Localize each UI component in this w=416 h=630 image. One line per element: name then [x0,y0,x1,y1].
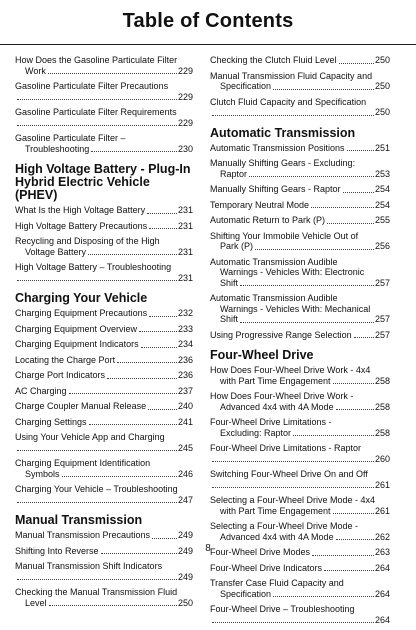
toc-section [210,55,390,118]
toc-section [15,163,193,283]
entry-title-line: Advanced 4x4 with 4A Mode [220,531,334,542]
toc-entry[interactable] [210,231,390,252]
toc-entry[interactable] [210,55,390,66]
toc-entry[interactable] [210,521,390,542]
page-ref: 250 [177,597,193,608]
dot-leader [333,383,374,384]
entry-last-line [210,169,390,180]
entry-last-line [210,107,390,118]
entry-title-line: Park (P) [220,241,254,251]
page-ref: 236 [177,370,193,380]
entry-last-line [15,469,193,480]
entry-last-line [210,428,390,439]
entry-last-line [15,386,193,397]
toc-entry[interactable] [15,432,193,453]
entry-title-line: Level [25,597,47,608]
entry-title-line: Switching Four-Wheel Drive On and Off [210,469,368,479]
section-heading: Manual Transmission [15,513,143,527]
page-ref: 264 [374,588,390,599]
toc-entry[interactable] [210,97,390,118]
entry-last-line [15,370,193,381]
dot-leader [212,622,374,623]
toc-entry[interactable] [210,200,390,211]
page-ref: 233 [177,323,193,334]
dot-leader [311,207,374,208]
toc-section [210,127,390,341]
page-ref: 253 [374,168,390,179]
page-ref: 258 [374,375,390,386]
section-heading: Four-Wheel Drive [210,348,314,362]
entry-title-line: Manually Shifting Gears - Raptor [210,184,341,194]
entry-last-line [210,402,390,413]
entry-last-line [210,143,390,154]
dot-leader [212,115,374,116]
entry-title-line: Temporary Neutral Mode [210,199,310,210]
entry-last-line [15,144,193,155]
entry-title-line: Troubleshooting [25,143,90,154]
page-ref: 257 [374,277,390,288]
dot-leader [212,487,374,488]
entry-last-line [15,401,193,412]
dot-leader [240,322,374,323]
entry-title-line: Manual Transmission Fluid Capacity and [210,70,373,81]
entry-title-line: Charging Equipment Identification [15,458,151,468]
entry-title-line: Clutch Fluid Capacity and Specification [210,96,367,107]
toc-entry[interactable] [15,205,193,216]
entry-title-line: Shifting Into Reverse [15,545,99,556]
page-ref: 264 [374,562,390,573]
entry-title-line: Excluding: Raptor [220,427,292,438]
entry-last-line [210,184,390,195]
entry-title-line: Gasoline Particulate Filter Precautions [15,81,169,91]
entry-last-line [210,480,390,491]
page-ref: 262 [374,531,390,542]
dot-leader [336,539,374,540]
toc-entry[interactable] [15,355,193,366]
entry-title-line: Charging Equipment Overview [15,323,138,334]
dot-leader [139,331,177,332]
page-ref: 250 [374,55,390,65]
entry-title-line: Four-Wheel Drive Modes [210,547,311,557]
page-ref: 258 [374,427,390,438]
dot-leader [88,254,177,255]
page-ref: 249 [177,530,193,540]
dot-leader [89,424,177,425]
entry-title-line: Selecting a Four-Wheel Drive Mode - 4x4 [210,495,376,505]
toc-entry[interactable] [15,324,193,335]
page-ref: 261 [374,505,390,516]
entry-title-line: Four-Wheel Drive – Troubleshooting [210,604,355,614]
entry-title-line: Automatic Transmission Audible [210,293,338,303]
dot-leader [69,393,177,394]
dot-leader [354,337,374,338]
entry-title-line: Transfer Case Fluid Capacity and [210,578,344,588]
toc-entry[interactable] [210,71,390,92]
page-ref: 249 [177,545,193,556]
entry-title-line: How Does Four-Wheel Drive Work - [210,391,354,401]
dot-leader [17,280,177,281]
dot-leader [141,347,177,348]
dot-leader [62,476,177,477]
entry-last-line [210,314,390,325]
toc-entry[interactable] [15,458,193,479]
toc-entry[interactable] [210,257,390,289]
dot-leader [347,150,374,151]
entry-title-line: Manually Shifting Gears - Excluding: [210,158,356,168]
dot-leader [152,538,177,539]
toc-entry[interactable] [210,604,390,625]
page-ref: 229 [177,91,193,102]
toc-entry[interactable] [15,386,193,397]
entry-last-line [15,118,193,129]
entry-last-line [15,247,193,258]
entry-title-line: Manual Transmission Precautions [15,530,151,540]
page-ref: 257 [374,314,390,324]
entry-last-line [15,417,193,428]
toc-section [15,514,193,608]
entry-title-line: What Is the High Voltage Battery [15,205,146,215]
dot-leader [343,192,374,193]
toc-entry[interactable] [15,401,193,412]
page-ref: 236 [177,354,193,365]
dot-leader [149,316,177,317]
entry-title-line: Manual Transmission Shift Indicators [15,561,163,571]
page-ref: 241 [177,416,193,427]
toc-entry[interactable] [15,236,193,257]
entry-title-line: Checking the Clutch Fluid Level [210,55,337,65]
entry-title-line: Four-Wheel Drive Indicators [210,562,323,573]
toc-entry[interactable] [210,293,390,325]
page-ref: 256 [374,241,390,251]
page-ref: 237 [177,385,193,396]
entry-title-line: Charge Port Indicators [15,370,106,380]
toc-section [15,55,193,154]
entry-title-line: Charging Equipment Precautions [15,308,148,318]
entry-title-line: High Voltage Battery Precautions [15,220,148,231]
entry-title-line: with Part Time Engagement [220,505,331,516]
dot-leader [17,125,177,126]
entry-last-line [210,215,390,226]
entry-title-line: Voltage Battery [25,246,87,257]
entry-title-line: How Does Four-Wheel Drive Work - 4x4 [210,365,371,375]
entry-last-line [15,339,193,350]
dot-leader [327,223,374,224]
entry-title-line: Selecting a Four-Wheel Drive Mode - [210,521,359,531]
entry-last-line [210,55,390,66]
entry-last-line [210,615,390,626]
dot-leader [49,605,177,606]
page-ref: 263 [374,547,390,557]
toc-entry[interactable] [210,563,390,574]
entry-title-line: Automatic Transmission Positions [210,142,345,153]
dot-leader [336,409,374,410]
entry-title-line: Charging Your Vehicle – Troubleshooting [15,484,178,494]
page-ref: 232 [177,308,193,318]
page-ref: 264 [374,614,390,625]
entry-title-line: Gasoline Particulate Filter Requirements [15,107,177,117]
entry-last-line [15,355,193,366]
entry-title-line: Shift [220,314,239,324]
page-ref: 250 [374,107,390,117]
toc-entry[interactable] [15,417,193,428]
entry-last-line [210,241,390,252]
entry-last-line [15,308,193,319]
entry-title-line: Charging Settings [15,416,87,427]
dot-leader [312,555,374,556]
dot-leader [147,213,177,214]
entry-last-line [210,532,390,543]
dot-leader [149,228,177,229]
section-heading: Automatic Transmission [210,125,356,140]
dot-leader [273,596,374,597]
toc-entry[interactable] [210,417,390,438]
entry-title-line: Specification [220,81,272,91]
entry-title-line: Four-Wheel Drive Limitations - Raptor [210,443,362,453]
dot-leader [255,249,374,250]
toc-entry[interactable] [15,370,193,381]
toc-entry[interactable] [210,184,390,195]
entry-title-line: Symbols [25,468,60,479]
entry-title-line: Four-Wheel Drive Limitations - [210,417,332,427]
dot-leader [293,435,374,436]
dot-leader [148,409,177,410]
toc-entry[interactable] [210,391,390,412]
page-ref: 261 [374,479,390,490]
dot-leader [48,73,177,74]
entry-last-line [210,330,390,341]
toc-entry[interactable] [15,221,193,232]
entry-title-line: AC Charging [15,385,67,396]
entry-last-line [210,81,390,92]
entry-title-line: Recycling and Disposing of the High [15,236,160,246]
entry-title-line: Shift [220,277,239,288]
toc-entry[interactable] [210,469,390,490]
entry-last-line [15,92,193,103]
page-ref: 254 [374,184,390,194]
dot-leader [273,89,374,90]
entry-last-line [15,530,193,541]
dot-leader [17,502,177,503]
toc-section [210,349,390,625]
page-ref: 231 [177,220,193,231]
entry-title-line: Using Your Vehicle App and Charging [15,432,165,442]
toc-entry[interactable] [15,262,193,283]
page-ref: 260 [374,453,390,464]
toc-entry[interactable] [210,158,390,179]
dot-leader [17,579,177,580]
dot-leader [91,151,177,152]
toc-entry[interactable] [15,308,193,319]
entry-title-line: Work [25,65,46,76]
page-ref: 229 [177,65,193,76]
page-ref: 247 [177,494,193,505]
entry-title-line: Charging Equipment Indicators [15,339,139,349]
entry-title-line: with Part Time Engagement [220,375,331,386]
toc-entry[interactable] [15,587,193,608]
page-ref: 258 [374,401,390,412]
section-heading: Charging Your Vehicle [15,291,148,305]
page-ref: 240 [177,401,193,411]
page-ref: 251 [374,142,390,153]
entry-title-line: Locating the Charge Port [15,354,116,365]
dot-leader [212,461,374,462]
entry-last-line [15,205,193,216]
entry-title-line: High Voltage Battery – Troubleshooting [15,262,172,272]
entry-last-line [210,200,390,211]
dot-leader [249,176,374,177]
page-title: Table of Contents [122,10,294,32]
entry-last-line [15,66,193,77]
toc-entry[interactable] [15,484,193,505]
dot-leader [17,99,177,100]
dot-leader [339,63,374,64]
dot-leader [107,378,177,379]
toc-entry[interactable] [210,443,390,464]
toc-entry[interactable] [15,81,193,102]
page-ref: 231 [177,246,193,257]
entry-title-line: Warnings - Vehicles With: Mechanical [220,303,371,314]
entry-last-line [15,443,193,454]
entry-title-line: How Does the Gasoline Particulate Filter [15,55,178,65]
entry-title-line: Checking the Manual Transmission Fluid [15,587,178,597]
entry-title-line: Warnings - Vehicles With: Electronic [220,267,365,277]
entry-last-line [15,273,193,284]
entry-last-line [15,598,193,609]
page-ref: 230 [177,143,193,154]
toc-left-column [15,55,193,613]
entry-last-line [210,278,390,289]
toc-entry[interactable] [15,55,193,76]
entry-last-line [210,454,390,465]
toc-entry[interactable] [15,107,193,128]
page-ref: 231 [177,205,193,215]
toc-entry[interactable] [15,339,193,350]
toc-entry[interactable] [15,530,193,541]
entry-title-line: Automatic Transmission Audible [210,256,338,267]
entry-last-line [15,324,193,335]
page-ref: 254 [374,199,390,210]
dot-leader [333,513,374,514]
entry-title-line: Shifting Your Immobile Vehicle Out of [210,230,359,241]
page-ref: 245 [177,442,193,453]
page-ref: 234 [177,339,193,349]
toc-entry[interactable] [15,133,193,154]
page-ref: 250 [374,81,390,91]
entry-title-line: Gasoline Particulate Filter – [15,133,126,143]
dot-leader [117,362,177,363]
page-ref: 255 [374,215,390,225]
entry-last-line [15,221,193,232]
page-ref: 229 [177,117,193,128]
entry-last-line [15,572,193,583]
entry-last-line [210,589,390,600]
toc-entry[interactable] [210,578,390,599]
entry-last-line [15,495,193,506]
toc-entry[interactable] [15,561,193,582]
entry-title-line: Charge Coupler Manual Release [15,401,147,411]
entry-title-line: Specification [220,588,272,599]
entry-last-line [210,563,390,574]
section-heading: High Voltage Battery - Plug-In Hybrid Electric Vehicle (PHEV) [15,162,191,202]
toc-entry[interactable] [210,215,390,226]
toc-entry[interactable] [210,143,390,154]
entry-title-line: Advanced 4x4 with 4A Mode [220,401,334,412]
dot-leader [240,285,374,286]
entry-last-line [210,506,390,517]
page-ref: 249 [177,571,193,582]
toc-entry[interactable] [210,330,390,341]
page-ref: 231 [177,272,193,283]
entry-last-line [210,376,390,387]
page-ref: 246 [177,468,193,479]
toc-section [15,292,193,505]
page-ref: 257 [374,329,390,340]
toc-entry[interactable] [210,495,390,516]
entry-title-line: Automatic Return to Park (P) [210,215,326,225]
page-number: 8 [205,543,211,554]
entry-title-line: Using Progressive Range Selection [210,329,352,340]
dot-leader [17,450,177,451]
toc-entry[interactable] [210,365,390,386]
page-header [0,0,416,45]
entry-title-line: Raptor [220,168,248,179]
